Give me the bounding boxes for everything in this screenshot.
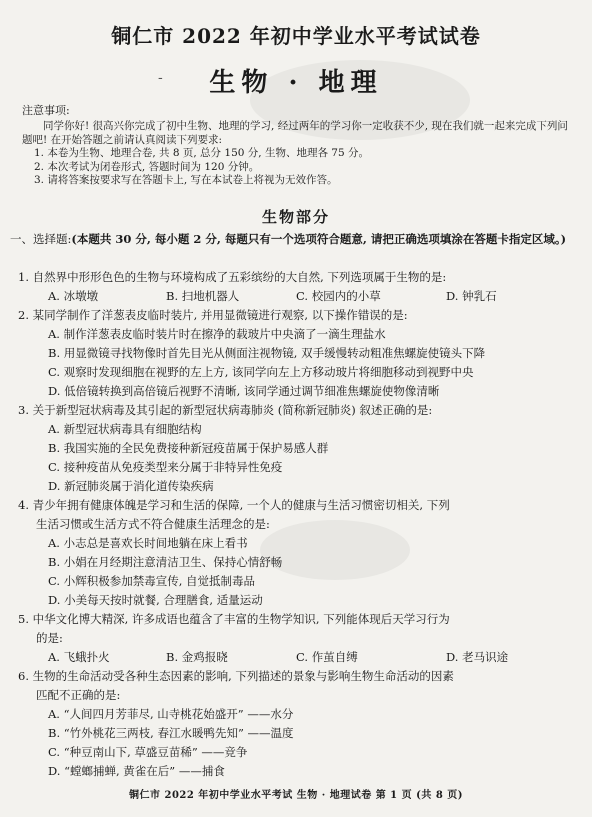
question-4-option-b: B. 小娟在月经期注意清洁卫生、保持心情舒畅: [48, 555, 283, 569]
option-c: C. 作茧自缚: [296, 650, 358, 664]
question-3-option-d: D. 新冠肺炎属于消化道传染疾病: [48, 479, 214, 493]
question-4-stem-cont: 生活习惯或生活方式不符合健康生活理念的是:: [36, 517, 270, 531]
exam-subject: [0, 62, 592, 99]
mcq-instructions: [10, 230, 580, 248]
question-4-stem: 4. 青少年拥有健康体魄是学习和生活的保障, 一个人的健康与生活习惯密切相关, 下列: [18, 498, 450, 512]
question-6-option-a: A. “人间四月芳菲尽, 山寺桃花始盛开” ——水分: [48, 707, 294, 721]
mcq-rules: (本题共 30 分, 每小题 2 分, 每题只有一个选项符合题意, 请把正确选项填涂在答题卡指定区域。): [71, 232, 567, 246]
question-1-options: [48, 287, 578, 306]
question-2-option-c: C. 观察时发现细胞在视野的左上方, 该同学向左上方移动玻片将细胞移动到视野中央: [48, 365, 474, 379]
question-5-options: [48, 648, 578, 667]
question-4-option-d: D. 小美每天按时就餐, 合理膳食, 适量运动: [48, 593, 263, 607]
notes-heading: 注意事项:: [22, 104, 70, 117]
mcq-label: 一、选择题:: [10, 232, 72, 246]
option-c: C. 校园内的小草: [296, 289, 381, 303]
question-2-option-d: D. 低倍镜转换到高倍镜后视野不清晰, 该同学通过调节细准焦螺旋使物像清晰: [48, 384, 440, 398]
question-5-stem-cont: 的是:: [36, 631, 63, 645]
option-d: D. 钟乳石: [446, 289, 497, 303]
option-b: B. 金鸡报晓: [166, 650, 228, 664]
question-2-option-a: A. 制作洋葱表皮临时装片时在擦净的载玻片中央滴了一滴生理盐水: [48, 327, 386, 341]
option-b: B. 扫地机器人: [166, 289, 240, 303]
question-2-stem: 2. 某同学制作了洋葱表皮临时装片, 并用显微镜进行观察, 以下操作错误的是:: [18, 308, 408, 322]
decorative-dash: -: [158, 70, 169, 86]
option-d: D. 老马识途: [446, 650, 509, 664]
question-4-option-a: A. 小志总是喜欢长时间地躺在床上看书: [48, 536, 248, 550]
question-3-option-c: C. 接种疫苗从免疫类型来分属于非特异性免疫: [48, 460, 283, 474]
question-4-option-c: C. 小辉积极参加禁毒宣传, 自觉抵制毒品: [48, 574, 256, 588]
question-3-stem: 3. 关于新型冠状病毒及其引起的新型冠状病毒肺炎 (简称新冠肺炎) 叙述正确的是:: [18, 403, 433, 417]
subject-label: 生物 · 地理: [209, 68, 383, 98]
exam-title: 铜仁市 2022 年初中学业水平考试试卷: [111, 24, 481, 48]
question-3-option-b: B. 我国实施的全民免费接种新冠疫苗属于保护易感人群: [48, 441, 329, 455]
notes-item: 1. 本卷为生物、地理合卷, 共 8 页, 总分 150 分, 生物、地理各 75 分。: [34, 147, 369, 159]
notes-block: [22, 120, 577, 188]
question-1-stem: 1. 自然界中形形色色的生物与环境构成了五彩缤纷的大自然, 下列选项属于生物的是:: [18, 270, 447, 284]
question-3-option-a: A. 新型冠状病毒具有细胞结构: [48, 422, 202, 436]
option-a: A. 冰墩墩: [48, 289, 99, 303]
question-6-stem-cont: 匹配不正确的是:: [36, 688, 121, 702]
notes-item: 3. 请将答案按要求写在答题卡上, 写在本试卷上将视为无效作答。: [34, 174, 338, 186]
section-title: 生物部分: [261, 208, 330, 226]
page-footer: 铜仁市 2022 年初中学业水平考试 生物 · 地理试卷 第 1 页 (共 8 页): [129, 790, 463, 801]
question-5-stem: 5. 中华文化博大精深, 许多成语也蕴含了丰富的生物学知识, 下列能体现后天学习行为: [18, 612, 450, 626]
option-a: A. 飞蛾扑火: [48, 650, 110, 664]
notes-item: 2. 本次考试为闭卷形式, 答题时间为 120 分钟。: [34, 160, 260, 173]
question-6-option-b: B. “竹外桃花三两枝, 春江水暖鸭先知” ——温度: [48, 726, 294, 740]
question-6-option-c: C. “种豆南山下, 草盛豆苗稀” ——竞争: [48, 745, 248, 759]
question-6-stem: 6. 生物的生命活动受各种生态因素的影响, 下列描述的景象与影响生物生命活动的因素: [18, 669, 454, 683]
question-6-option-d: D. “螳螂捕蝉, 黄雀在后” ——捕食: [48, 764, 225, 778]
notes-intro: 同学你好! 很高兴你完成了初中生物、地理的学习, 经过两年的学习你一定收获不少, 现在我们就一起来完成下列问题吧! 在开始答题之前请认真阅读下列要求:: [22, 120, 568, 146]
question-2-option-b: B. 用显微镜寻找物像时首先目光从侧面注视物镜, 双手缓慢转动粗准焦螺旋使镜头下降: [48, 346, 486, 360]
